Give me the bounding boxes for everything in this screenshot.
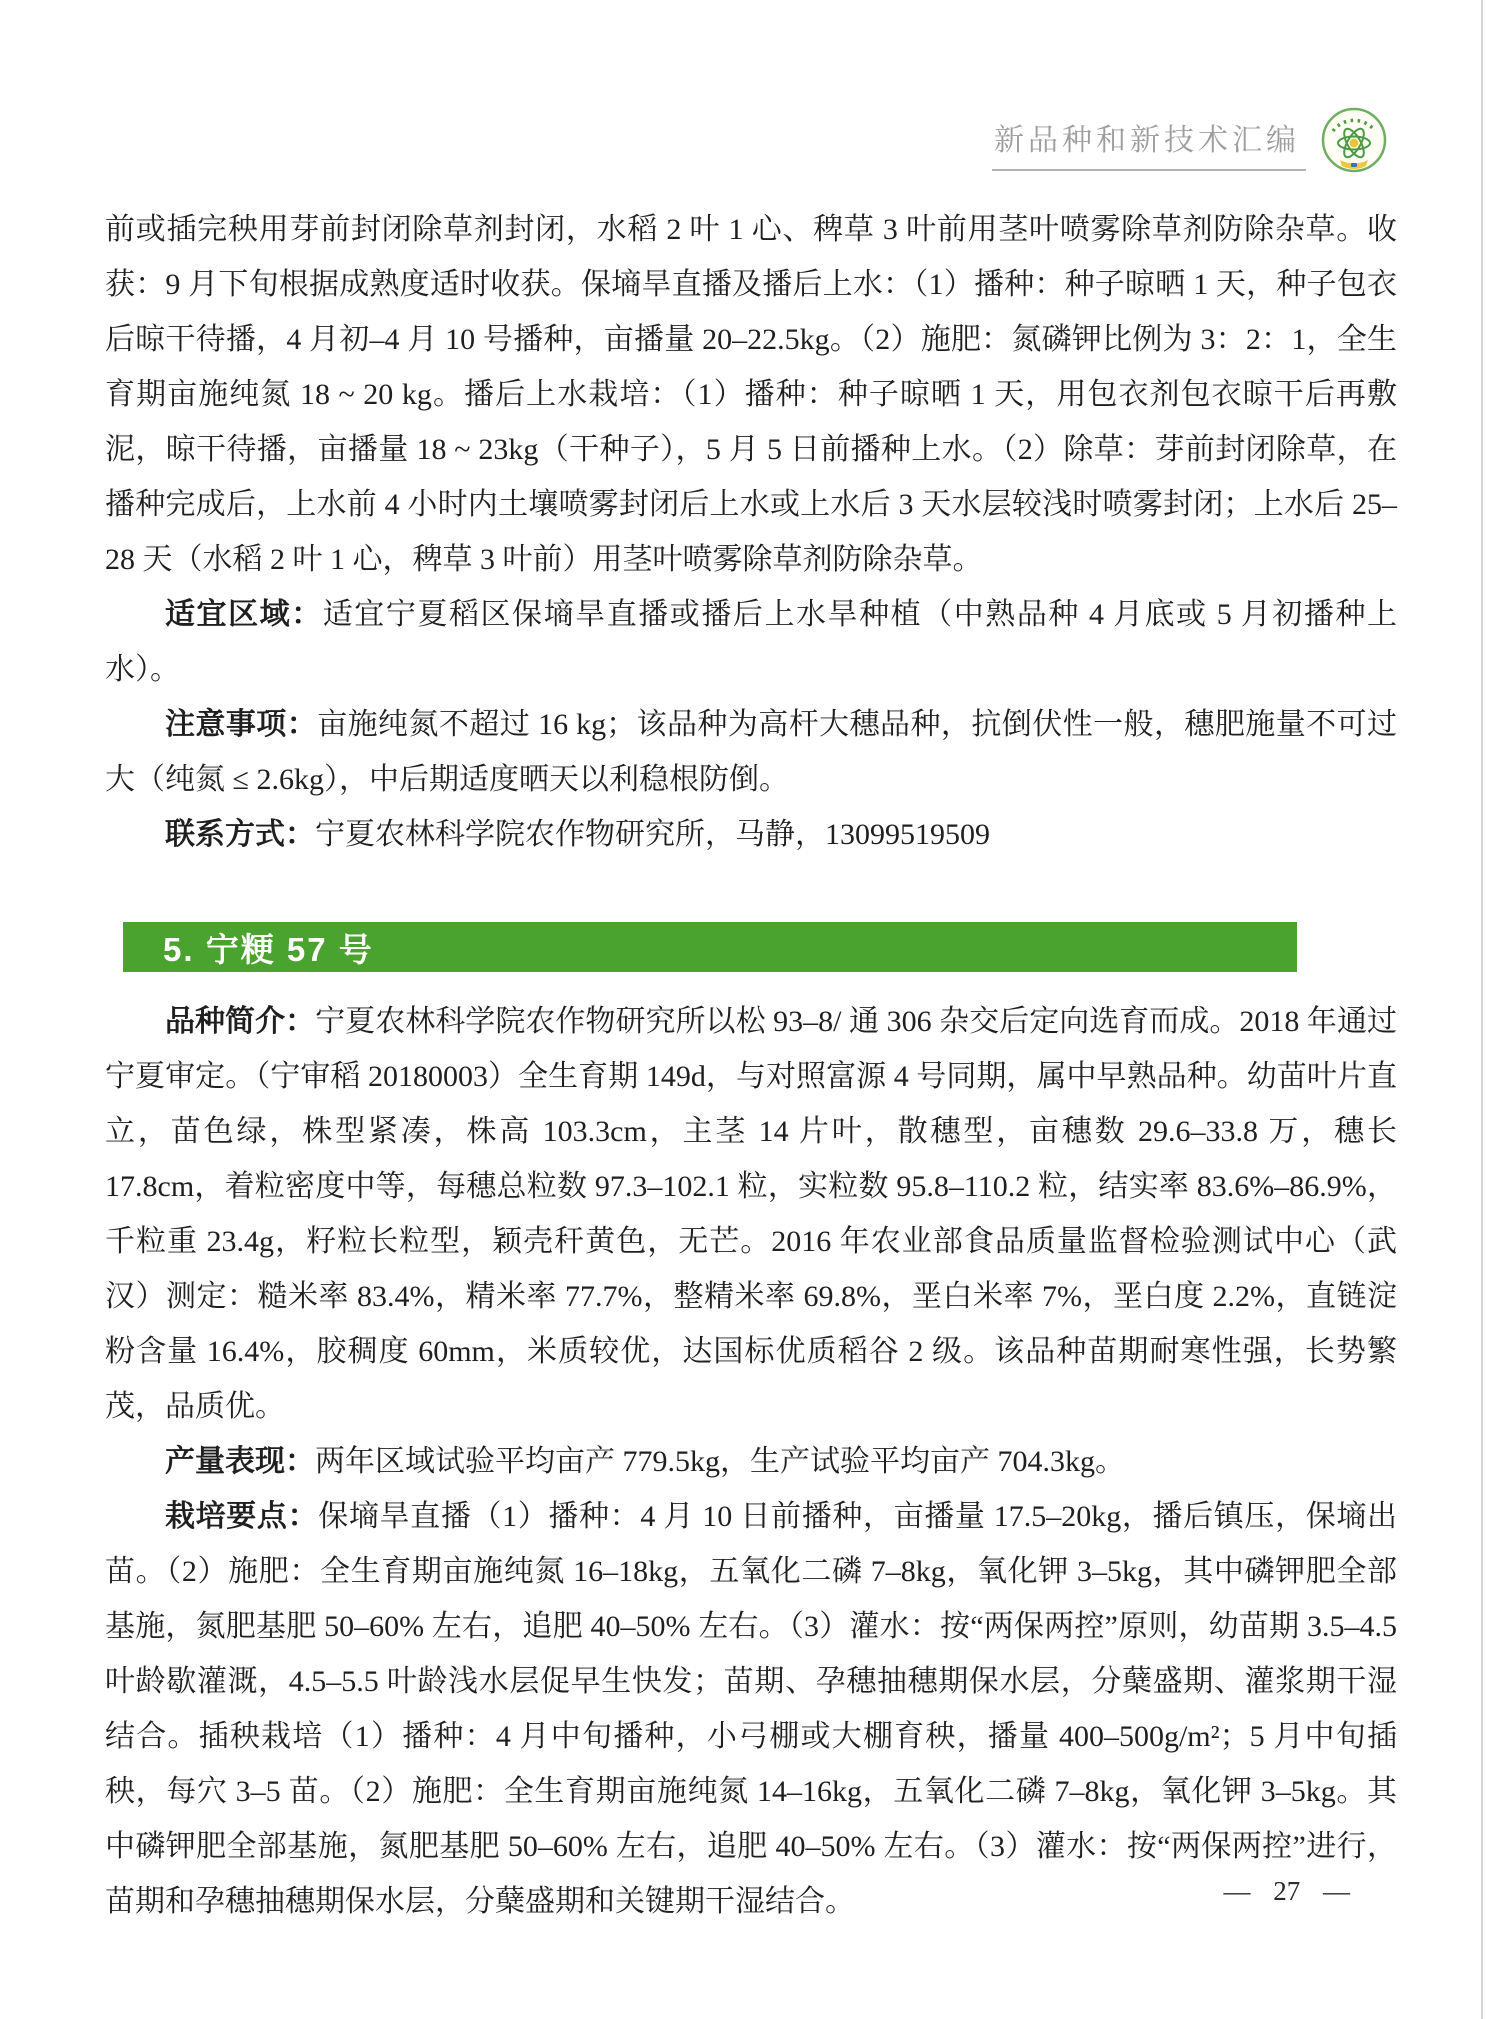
- paragraph-variety-intro: [105, 994, 1397, 1434]
- paragraph-label: 栽培要点：: [165, 1500, 319, 1533]
- paragraph-label: 产量表现：: [165, 1445, 315, 1478]
- paragraph-cultivation-continued: [105, 202, 1397, 587]
- paragraph-text: 亩施纯氮不超过 16 kg；该品种为高杆大穗品种，抗倒伏性一般，穗肥施量不可过大（纯氮 ≤ 2.6kg），中后期适度晒天以利稳根防倒。: [105, 708, 1398, 796]
- academy-emblem-icon: [1320, 106, 1388, 174]
- paragraph-label: 适宜区域：: [165, 598, 323, 631]
- page-footer: [1224, 1876, 1351, 1907]
- paragraph-yield: [105, 1434, 1397, 1489]
- section-heading-bar: [123, 922, 1297, 972]
- section-heading-text: 5. 宁粳 57 号: [163, 930, 374, 968]
- paragraph-text: 适宜宁夏稻区保墒旱直播或播后上水旱种植（中熟品种 4 月底或 5 月初播种上水）。: [105, 598, 1397, 686]
- paragraph-contact: [105, 807, 1397, 862]
- paragraph-suitable-region: [105, 587, 1397, 697]
- paragraph-label: 注意事项：: [165, 708, 318, 741]
- page-number: — 27 —: [1223, 1876, 1350, 1906]
- paragraph-label: 联系方式：: [165, 818, 315, 851]
- paragraph-text: 前或插完秧用芽前封闭除草剂封闭，水稻 2 叶 1 心、稗草 3 叶前用茎叶喷雾除草剂防除杂草。收获：9 月下旬根据成熟度适时收获。保墒旱直播及播后上水：（1）播种：种子晾晒 1 天，种子包衣后晾干待播，4 月初–4 月 10 号播种，亩播量 20–22.5kg。（2）施肥：氮磷钾比例为 3：2：1，全生育期亩施纯氮 18 ~ 20 kg。播后上水栽培：（1）播种：种子晾晒 1 天，用包衣剂包衣晾干后再敷泥，晾干待播，亩播量 18 ~ 23kg（干种子），5 月 5 日前播种上水。（2）除草：芽前封闭除草，在播种完成后，上水前 4 小时内土壤喷雾封闭后上水或上水后 3 天水层较浅时喷雾封闭；上水后 25–28 天（水稻 2 叶 1 心，稗草 3 叶前）用茎叶喷雾除草剂防除杂草。: [105, 213, 1397, 576]
- page-body: [105, 202, 1397, 1929]
- paragraph-text: 宁夏农林科学院农作物研究所以松 93–8/ 通 306 杂交后定向选育而成。2018 年通过宁夏审定。（宁审稻 20180003）全生育期 149d，与对照富源 4 号同期，属中早熟品种。幼苗叶片直立，苗色绿，株型紧凑，株高 103.3cm，主茎 14 片叶，散穗型，亩穗数 29.6–33.8 万，穗长 17.8cm，着粒密度中等，每穗总粒数 97.3–102.1 粒，实粒数 95.8–110.2 粒，结实率 83.6%–86.9%，千粒重 23.4g，籽粒长粒型，颖壳秆黄色，无芒。2016 年农业部食品质量监督检验测试中心（武汉）测定：糙米率 83.4%，精米率 77.7%，整精米率 69.8%，垩白米率 7%，垩白度 2.2%，直链淀粉含量 16.4%，胶稠度 60mm，米质较优，达国标优质稻谷 2 级。该品种苗期耐寒性强，长势繁茂，品质优。: [105, 1005, 1397, 1423]
- paragraph-notes: [105, 697, 1397, 807]
- paragraph-text: 宁夏农林科学院农作物研究所，马静，13099519509: [315, 818, 990, 851]
- paragraph-cultivation-points: [105, 1489, 1397, 1929]
- paragraph-label: 品种简介：: [165, 1005, 316, 1038]
- paragraph-text: 保墒旱直播（1）播种：4 月 10 日前播种，亩播量 17.5–20kg，播后镇压，保墒出苗。（2）施肥：全生育期亩施纯氮 16–18kg，五氧化二磷 7–8kg，氧化钾 3–5kg，其中磷钾肥全部基施，氮肥基肥 50–60% 左右，追肥 40–50% 左右。（3）灌水：按“两保两控”原则，幼苗期 3.5–4.5 叶龄歇灌溉，4.5–5.5 叶龄浅水层促早生快发；苗期、孕穗抽穗期保水层，分蘖盛期、灌浆期干湿结合。插秧栽培（1）播种：4 月中旬播种，小弓棚或大棚育秧，播量 400–500g/m²；5 月中旬插秧，每穴 3–5 苗。（2）施肥：全生育期亩施纯氮 14–16kg，五氧化二磷 7–8kg，氧化钾 3–5kg。其中磷钾肥全部基施，氮肥基肥 50–60% 左右，追肥 40–50% 左右。（3）灌水：按“两保两控”进行，苗期和孕穗抽穗期保水层，分蘖盛期和关键期干湿结合。: [105, 1500, 1398, 1918]
- header-title: 新品种和新技术汇编: [992, 115, 1306, 171]
- paragraph-text: 两年区域试验平均亩产 779.5kg，生产试验平均亩产 704.3kg。: [315, 1445, 1125, 1478]
- page-header: [992, 106, 1388, 180]
